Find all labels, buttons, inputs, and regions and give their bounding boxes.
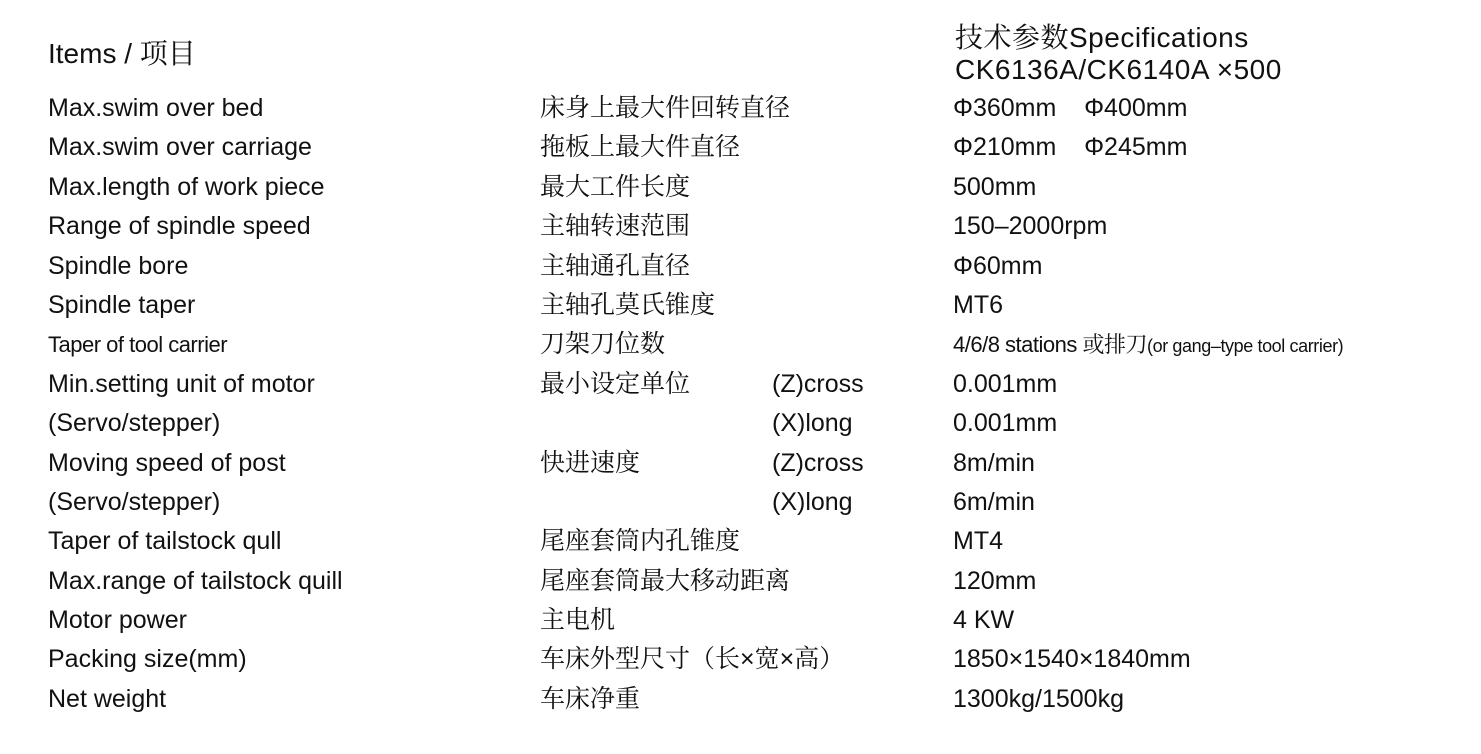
spec-row <box>0 286 1481 325</box>
item-chinese: 刀架刀位数 <box>540 330 666 359</box>
spec-row <box>0 207 1481 246</box>
item-value: Φ360mm Φ400mm <box>953 94 1188 122</box>
item-english: Max.swim over bed <box>48 94 264 122</box>
item-chinese: 主轴转速范围 <box>540 212 691 241</box>
item-english: Motor power <box>48 606 187 635</box>
item-chinese: 主轴孔莫氏锥度 <box>540 290 716 319</box>
item-value: MT4 <box>953 527 1003 556</box>
item-axis: (X)long <box>772 487 853 516</box>
item-english: Net weight <box>48 684 167 713</box>
item-english: Packing size(mm) <box>48 645 247 674</box>
spec-row <box>0 640 1481 679</box>
item-chinese: 床身上最大件回转直径 <box>540 94 791 122</box>
item-chinese: 最大工件长度 <box>540 172 691 201</box>
item-axis: (X)long <box>772 409 853 438</box>
item-value-main: 4/6/8 stations 或排刀 <box>953 332 1147 358</box>
item-english: Max.length of work piece <box>48 172 325 201</box>
item-english: (Servo/stepper) <box>48 487 221 516</box>
items-heading: Items / 项目 <box>48 38 196 69</box>
item-chinese: 主轴通孔直径 <box>540 251 691 280</box>
item-value: 150–2000rpm <box>953 212 1108 241</box>
spec-row <box>0 365 1481 404</box>
item-value: Φ60mm <box>953 251 1043 280</box>
item-english: Taper of tool carrier <box>48 332 228 358</box>
spec-row <box>0 168 1481 207</box>
item-value: 500mm <box>953 172 1037 201</box>
item-value: 0.001mm <box>953 369 1058 398</box>
spec-table <box>0 89 1481 719</box>
item-chinese: 快进速度 <box>540 448 641 477</box>
item-chinese: 最小设定单位 <box>540 369 691 398</box>
item-english: Spindle taper <box>48 290 196 319</box>
spec-row <box>0 444 1481 483</box>
item-value: 6m/min <box>953 487 1035 516</box>
spec-row <box>0 404 1481 443</box>
item-value: 8m/min <box>953 448 1035 477</box>
item-chinese: 拖板上最大件直径 <box>540 133 741 162</box>
spec-row <box>0 601 1481 640</box>
item-value: MT6 <box>953 290 1003 319</box>
item-chinese: 车床净重 <box>540 684 641 713</box>
specifications-heading-line1: 技术参数Specifications <box>955 22 1249 53</box>
item-axis: (Z)cross <box>772 369 864 398</box>
item-chinese: 主电机 <box>540 606 616 635</box>
item-axis: (Z)cross <box>772 448 864 477</box>
item-english: (Servo/stepper) <box>48 409 221 438</box>
spec-row <box>0 247 1481 286</box>
specifications-heading <box>955 22 1282 86</box>
item-english: Spindle bore <box>48 251 189 280</box>
spec-row <box>0 522 1481 561</box>
spec-row <box>0 325 1481 364</box>
item-english: Max.swim over carriage <box>48 133 312 162</box>
item-value: 1850×1540×1840mm <box>953 645 1191 674</box>
item-english: Moving speed of post <box>48 448 286 477</box>
spec-row <box>0 89 1481 128</box>
item-chinese: 车床外型尺寸（长×宽×高） <box>540 645 845 674</box>
item-value: Φ210mm Φ245mm <box>953 133 1188 162</box>
item-chinese: 尾座套筒最大移动距离 <box>540 566 791 595</box>
item-english: Min.setting unit of motor <box>48 369 315 398</box>
spec-row <box>0 483 1481 522</box>
item-value: 120mm <box>953 566 1037 595</box>
spec-row <box>0 128 1481 167</box>
item-english: Range of spindle speed <box>48 212 311 241</box>
item-value: 4 KW <box>953 606 1015 635</box>
item-value-note: (or gang–type tool carrier) <box>1146 336 1344 357</box>
spec-row <box>0 562 1481 601</box>
item-value: 1300kg/1500kg <box>953 684 1124 713</box>
item-value <box>953 325 1343 366</box>
spec-row <box>0 680 1481 719</box>
item-chinese: 尾座套筒内孔锥度 <box>540 527 741 556</box>
item-english: Taper of tailstock qull <box>48 527 282 556</box>
item-english: Max.range of tailstock quill <box>48 566 343 595</box>
specifications-heading-line2: CK6136A/CK6140A ×500 <box>955 54 1282 85</box>
item-value: 0.001mm <box>953 409 1058 438</box>
